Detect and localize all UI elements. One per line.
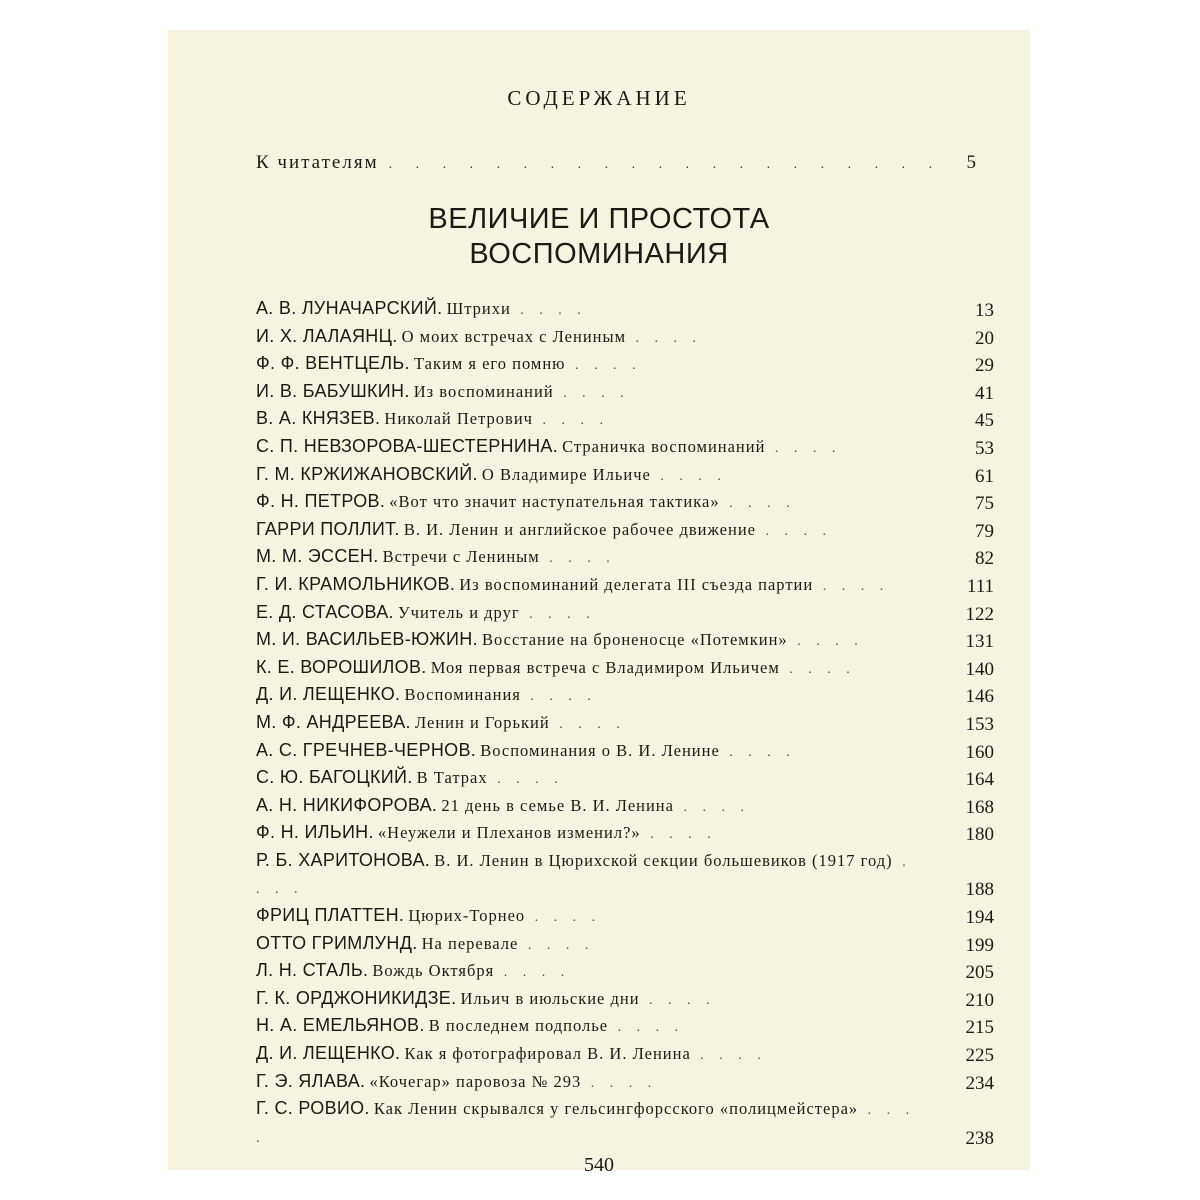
entry-author: ГАРРИ ПОЛЛИТ. [256, 518, 400, 539]
dot-leader: . . . . [608, 1020, 685, 1036]
dot-leader: . . . . [640, 827, 717, 843]
dot-leader: . . . . [813, 578, 890, 594]
entry-title: Ильич в июльские дни [460, 988, 640, 1008]
dot-leader: . . . . [256, 854, 912, 898]
section-title-line-1: ВЕЛИЧИЕ И ПРОСТОТА [428, 203, 770, 235]
dot-leader: . . . . [719, 744, 796, 760]
toc-entry [256, 765, 994, 793]
toc-entry [256, 1096, 994, 1151]
entry-page: 210 [965, 989, 994, 1011]
entry-title: Вождь Октября [372, 961, 495, 981]
entry-page: 79 [975, 520, 994, 542]
section-title [168, 202, 1030, 272]
dot-leader: . . . . [690, 1048, 767, 1064]
entry-author: Д. И. ЛЕЩЕНКО. [256, 1043, 401, 1064]
reader-entry-label: К читателям [256, 152, 379, 173]
entry-title: Николай Петрович [384, 409, 533, 429]
entry-page: 122 [965, 603, 994, 625]
entry-page: 199 [965, 934, 994, 956]
entry-title: Учитель и друг [397, 602, 520, 622]
toc-entry [256, 682, 994, 710]
toc-entry [256, 1041, 994, 1069]
page-number: 540 [584, 1154, 614, 1176]
entry-author: А. С. ГРЕЧНЕВ-ЧЕРНОВ. [256, 739, 477, 760]
toc-entry [256, 931, 994, 959]
entry-page: 82 [975, 548, 994, 570]
entry-title: «Кочегар» паровоза № 293 [369, 1071, 582, 1091]
toc-entry [256, 572, 994, 600]
entry-page: 188 [965, 879, 994, 901]
entry-author: М. М. ЭССЕН. [256, 546, 379, 567]
entry-author: ОТТО ГРИМЛУНД. [256, 932, 418, 953]
dot-leader: . . . . [520, 689, 597, 705]
entry-author: Р. Б. ХАРИТОНОВА. [256, 849, 431, 870]
entry-title: Встречи с Лениным [382, 547, 540, 567]
entry-title: Ленин и Горький [414, 712, 550, 732]
entry-page: 153 [965, 713, 994, 735]
entry-page: 168 [965, 796, 994, 818]
entry-author: Г. М. КРЖИЖАНОВСКИЙ. [256, 463, 478, 484]
entry-author: И. Х. ЛАЛАЯНЦ. [256, 325, 398, 346]
toc-entry [256, 379, 994, 407]
reader-entry [256, 152, 976, 176]
entry-title: На перевале [421, 933, 519, 953]
section-title-line-2: ВОСПОМИНАНИЯ [469, 238, 729, 270]
toc-entry [256, 793, 994, 821]
entry-author: А. Н. НИКИФОРОВА. [256, 794, 438, 815]
entry-author: Ф. Н. ИЛЬИН. [256, 822, 374, 843]
dot-leader: . . . . [549, 716, 626, 732]
entry-page: 111 [966, 575, 994, 597]
entry-author: Д. И. ЛЕЩЕНКО. [256, 684, 401, 705]
entry-page: 205 [965, 962, 994, 984]
entry-page: 53 [975, 437, 994, 459]
dot-leader: . . . . [626, 330, 703, 346]
entry-author: Г. С. РОВИО. [256, 1098, 370, 1119]
entry-title: 21 день в семье В. И. Ленина [441, 795, 674, 815]
dot-leader: . . . . [539, 551, 616, 567]
entry-page: 164 [965, 769, 994, 791]
dot-leader: . . . . [532, 413, 609, 429]
toc-list [256, 296, 994, 1151]
toc-entry [256, 958, 994, 986]
dot-leader: . . . . [565, 358, 642, 374]
entry-page: 194 [965, 907, 994, 929]
entry-page: 215 [965, 1017, 994, 1039]
entry-page: 234 [965, 1072, 994, 1094]
dot-leader: . . . . [487, 772, 564, 788]
toc-entry [256, 600, 994, 628]
entry-author: А. В. ЛУНАЧАРСКИЙ. [256, 298, 443, 318]
dot-leader: . . . . [673, 799, 750, 815]
toc-entry [256, 986, 994, 1014]
book-page [168, 30, 1030, 1176]
dot-leader: . . . . [719, 496, 796, 512]
contents-heading: СОДЕРЖАНИЕ [507, 86, 691, 110]
entry-page: 180 [965, 824, 994, 846]
toc-entry [256, 738, 994, 766]
toc-entry [256, 655, 994, 683]
entry-page: 41 [975, 382, 994, 404]
entry-title: О моих встречах с Лениным [401, 326, 627, 346]
entry-author: Е. Д. СТАСОВА. [256, 601, 394, 622]
entry-author: С. П. НЕВЗОРОВА-ШЕСТЕРНИНА. [256, 435, 558, 456]
entry-author: Г. Э. ЯЛАВА. [256, 1070, 366, 1091]
dot-leader: . . . . [581, 1075, 658, 1091]
entry-author: Г. К. ОРДЖОНИКИДЗЕ. [256, 987, 457, 1008]
dot-leader: . . . . [779, 661, 856, 677]
toc-entry [256, 627, 994, 655]
entry-title: «Вот что значит наступательная тактика» [389, 492, 720, 512]
toc-entry [256, 324, 994, 352]
entry-author: С. Ю. БАГОЦКИЙ. [256, 767, 413, 788]
entry-title: Как Ленин скрывался у гельсингфорсского «полицмейстера» [373, 1099, 859, 1119]
entry-page: 131 [965, 631, 994, 653]
toc-entry [256, 351, 994, 379]
entry-title: Воспоминания о В. И. Ленине [480, 740, 720, 760]
entry-title: В. И. Ленин и английское рабочее движение [403, 519, 756, 539]
entry-page: 160 [965, 741, 994, 763]
toc-entry [256, 1069, 994, 1097]
entry-page: 75 [975, 493, 994, 515]
dot-leader: . . . . [639, 992, 716, 1008]
entry-title: О Владимире Ильиче [481, 464, 651, 484]
entry-title: Из воспоминаний делегата III съезда партии [459, 574, 814, 594]
entry-page: 13 [975, 300, 994, 321]
entry-page: 20 [975, 327, 994, 349]
entry-page: 61 [975, 465, 994, 487]
entry-author: И. В. БАБУШКИН. [256, 380, 410, 401]
entry-author: Ф. Ф. ВЕНТЦЕЛЬ. [256, 353, 410, 374]
entry-title: «Неужели и Плеханов изменил?» [377, 823, 641, 843]
dot-leader: . . . . [494, 965, 571, 981]
toc-entry [256, 489, 994, 517]
dot-leader: . . . . [553, 385, 630, 401]
dot-leader: . . . . [765, 440, 842, 456]
dot-leader: . . . . [510, 303, 587, 318]
dot-leader: . . . . [519, 606, 596, 622]
entry-title: Воспоминания [404, 685, 521, 705]
toc-entry [256, 406, 994, 434]
toc-entry [256, 820, 994, 848]
entry-page: 140 [965, 658, 994, 680]
entry-title: Из воспоминаний [413, 381, 554, 401]
entry-author: В. А. КНЯЗЕВ. [256, 408, 381, 429]
entry-page: 45 [975, 410, 994, 432]
entry-title: Как я фотографировал В. И. Ленина [404, 1044, 691, 1064]
entry-title: В Татрах [416, 768, 488, 788]
toc-entry [256, 1013, 994, 1041]
entry-author: Г. И. КРАМОЛЬНИКОВ. [256, 573, 456, 594]
toc-entry [256, 544, 994, 572]
entry-page: 29 [975, 355, 994, 377]
entry-author: К. Е. ВОРОШИЛОВ. [256, 656, 427, 677]
toc-entry [256, 296, 994, 324]
entry-page: 225 [965, 1045, 994, 1067]
toc-entry [256, 462, 994, 490]
entry-title: Восстание на броненосце «Потемкин» [482, 630, 788, 650]
dot-leader: . . . . [525, 910, 602, 926]
entry-author: ФРИЦ ПЛАТТЕН. [256, 905, 405, 926]
entry-author: Ф. Н. ПЕТРОВ. [256, 491, 386, 512]
toc-entry [256, 848, 994, 903]
entry-title: В последнем подполье [428, 1016, 609, 1036]
entry-title: В. И. Ленин в Цюрихской секции большевиков (1917 год) [434, 850, 893, 870]
dot-leader: . . . . [650, 468, 727, 484]
entry-page: 146 [965, 686, 994, 708]
toc-entry [256, 710, 994, 738]
entry-author: М. И. ВАСИЛЬЕВ-ЮЖИН. [256, 629, 478, 650]
entry-author: М. Ф. АНДРЕЕВА. [256, 711, 411, 732]
entry-title: Моя первая встреча с Владимиром Ильичем [430, 657, 780, 677]
toc-entry [256, 903, 994, 931]
dot-leader: . . . . [518, 937, 595, 953]
entry-title: Штрихи [446, 299, 511, 318]
entry-title: Таким я его помню [413, 354, 566, 374]
entry-page: 238 [965, 1127, 994, 1149]
entry-title: Цюрих-Торнео [408, 906, 526, 926]
toc-entry [256, 434, 994, 462]
reader-entry-page: 5 [966, 152, 976, 173]
dot-leader: . . . . [787, 634, 864, 650]
entry-author: Л. Н. СТАЛЬ. [256, 960, 369, 981]
toc-entry [256, 517, 994, 545]
dot-leader: . . . . [256, 1103, 916, 1146]
dot-leader [389, 157, 954, 173]
dot-leader: . . . . [755, 523, 832, 539]
entry-author: Н. А. ЕМЕЛЬЯНОВ. [256, 1015, 425, 1036]
entry-title: Страничка воспоминаний [562, 436, 766, 456]
